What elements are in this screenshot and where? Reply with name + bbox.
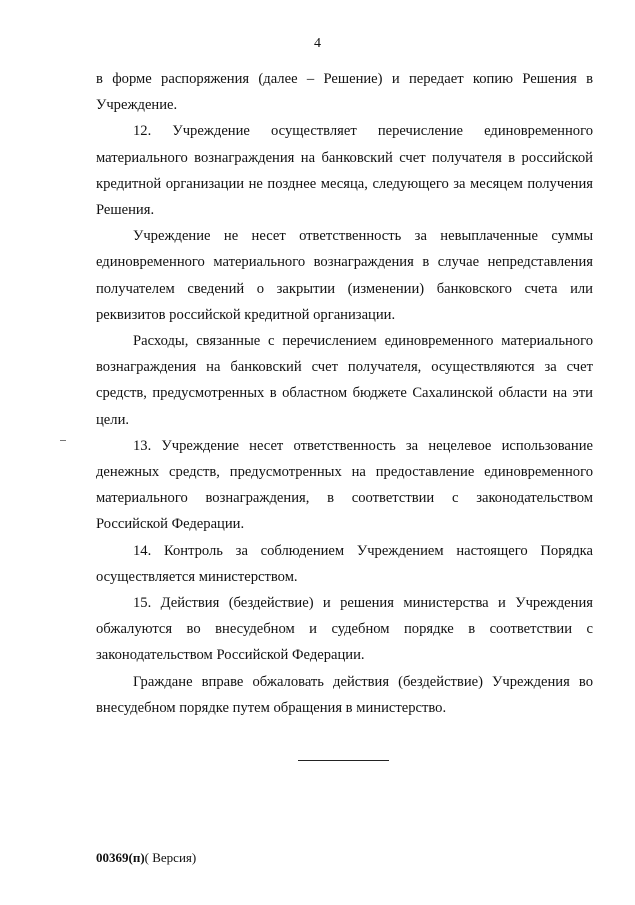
paragraph-appeal: Граждане вправе обжаловать действия (бездействие) Учреждения во внесудебном порядке путем обращения в министерство. — [96, 673, 593, 716]
paragraph-expenses: Расходы, связанные с перечислением единовременного материального вознаграждения на банковский счет получателя, осуществляются за счет средств, предусмотренных в областном бюджете Сахалинской области на эти цели. — [96, 333, 593, 428]
document-code: 00369(п) — [96, 850, 145, 865]
end-separator-line — [298, 760, 389, 761]
paragraph-item-13: 13. Учреждение несет ответственность за нецелевое использование денежных средств, предусмотренных на предоставление единовременного материального вознаграждения, в соответствии с законодательством Российской Федерации. — [96, 437, 593, 533]
page-number: 4 — [314, 36, 321, 51]
footer-document-code — [96, 850, 196, 866]
paragraph-continuation: в форме распоряжения (далее – Решение) и передает копию Решения в Учреждение. — [96, 71, 593, 114]
paragraph-item-15: 15. Действия (бездействие) и решения министерства и Учреждения обжалуются во внесудебном и судебном порядке в соответствии с законодательством Российской Федерации. — [96, 595, 593, 664]
paragraph-item-14: 14. Контроль за соблюдением Учреждением настоящего Порядка осуществляется министерством. — [96, 542, 593, 585]
paragraph-responsibility: Учреждение не несет ответственность за невыплаченные суммы единовременного материального вознаграждения в случае непредставления получателем сведений о закрытии (изменении) банковского счета или реквизитов российской кредитной организации. — [96, 228, 593, 323]
margin-mark — [60, 440, 66, 441]
paragraph-item-12: 12. Учреждение осуществляет перечисление единовременного материального вознаграждения на банковский счет получателя в российской кредитной организации не позднее месяца, следующего за месяцем получения Решения. — [96, 123, 593, 219]
document-body — [96, 66, 593, 721]
document-version: ( Версия) — [144, 850, 197, 865]
